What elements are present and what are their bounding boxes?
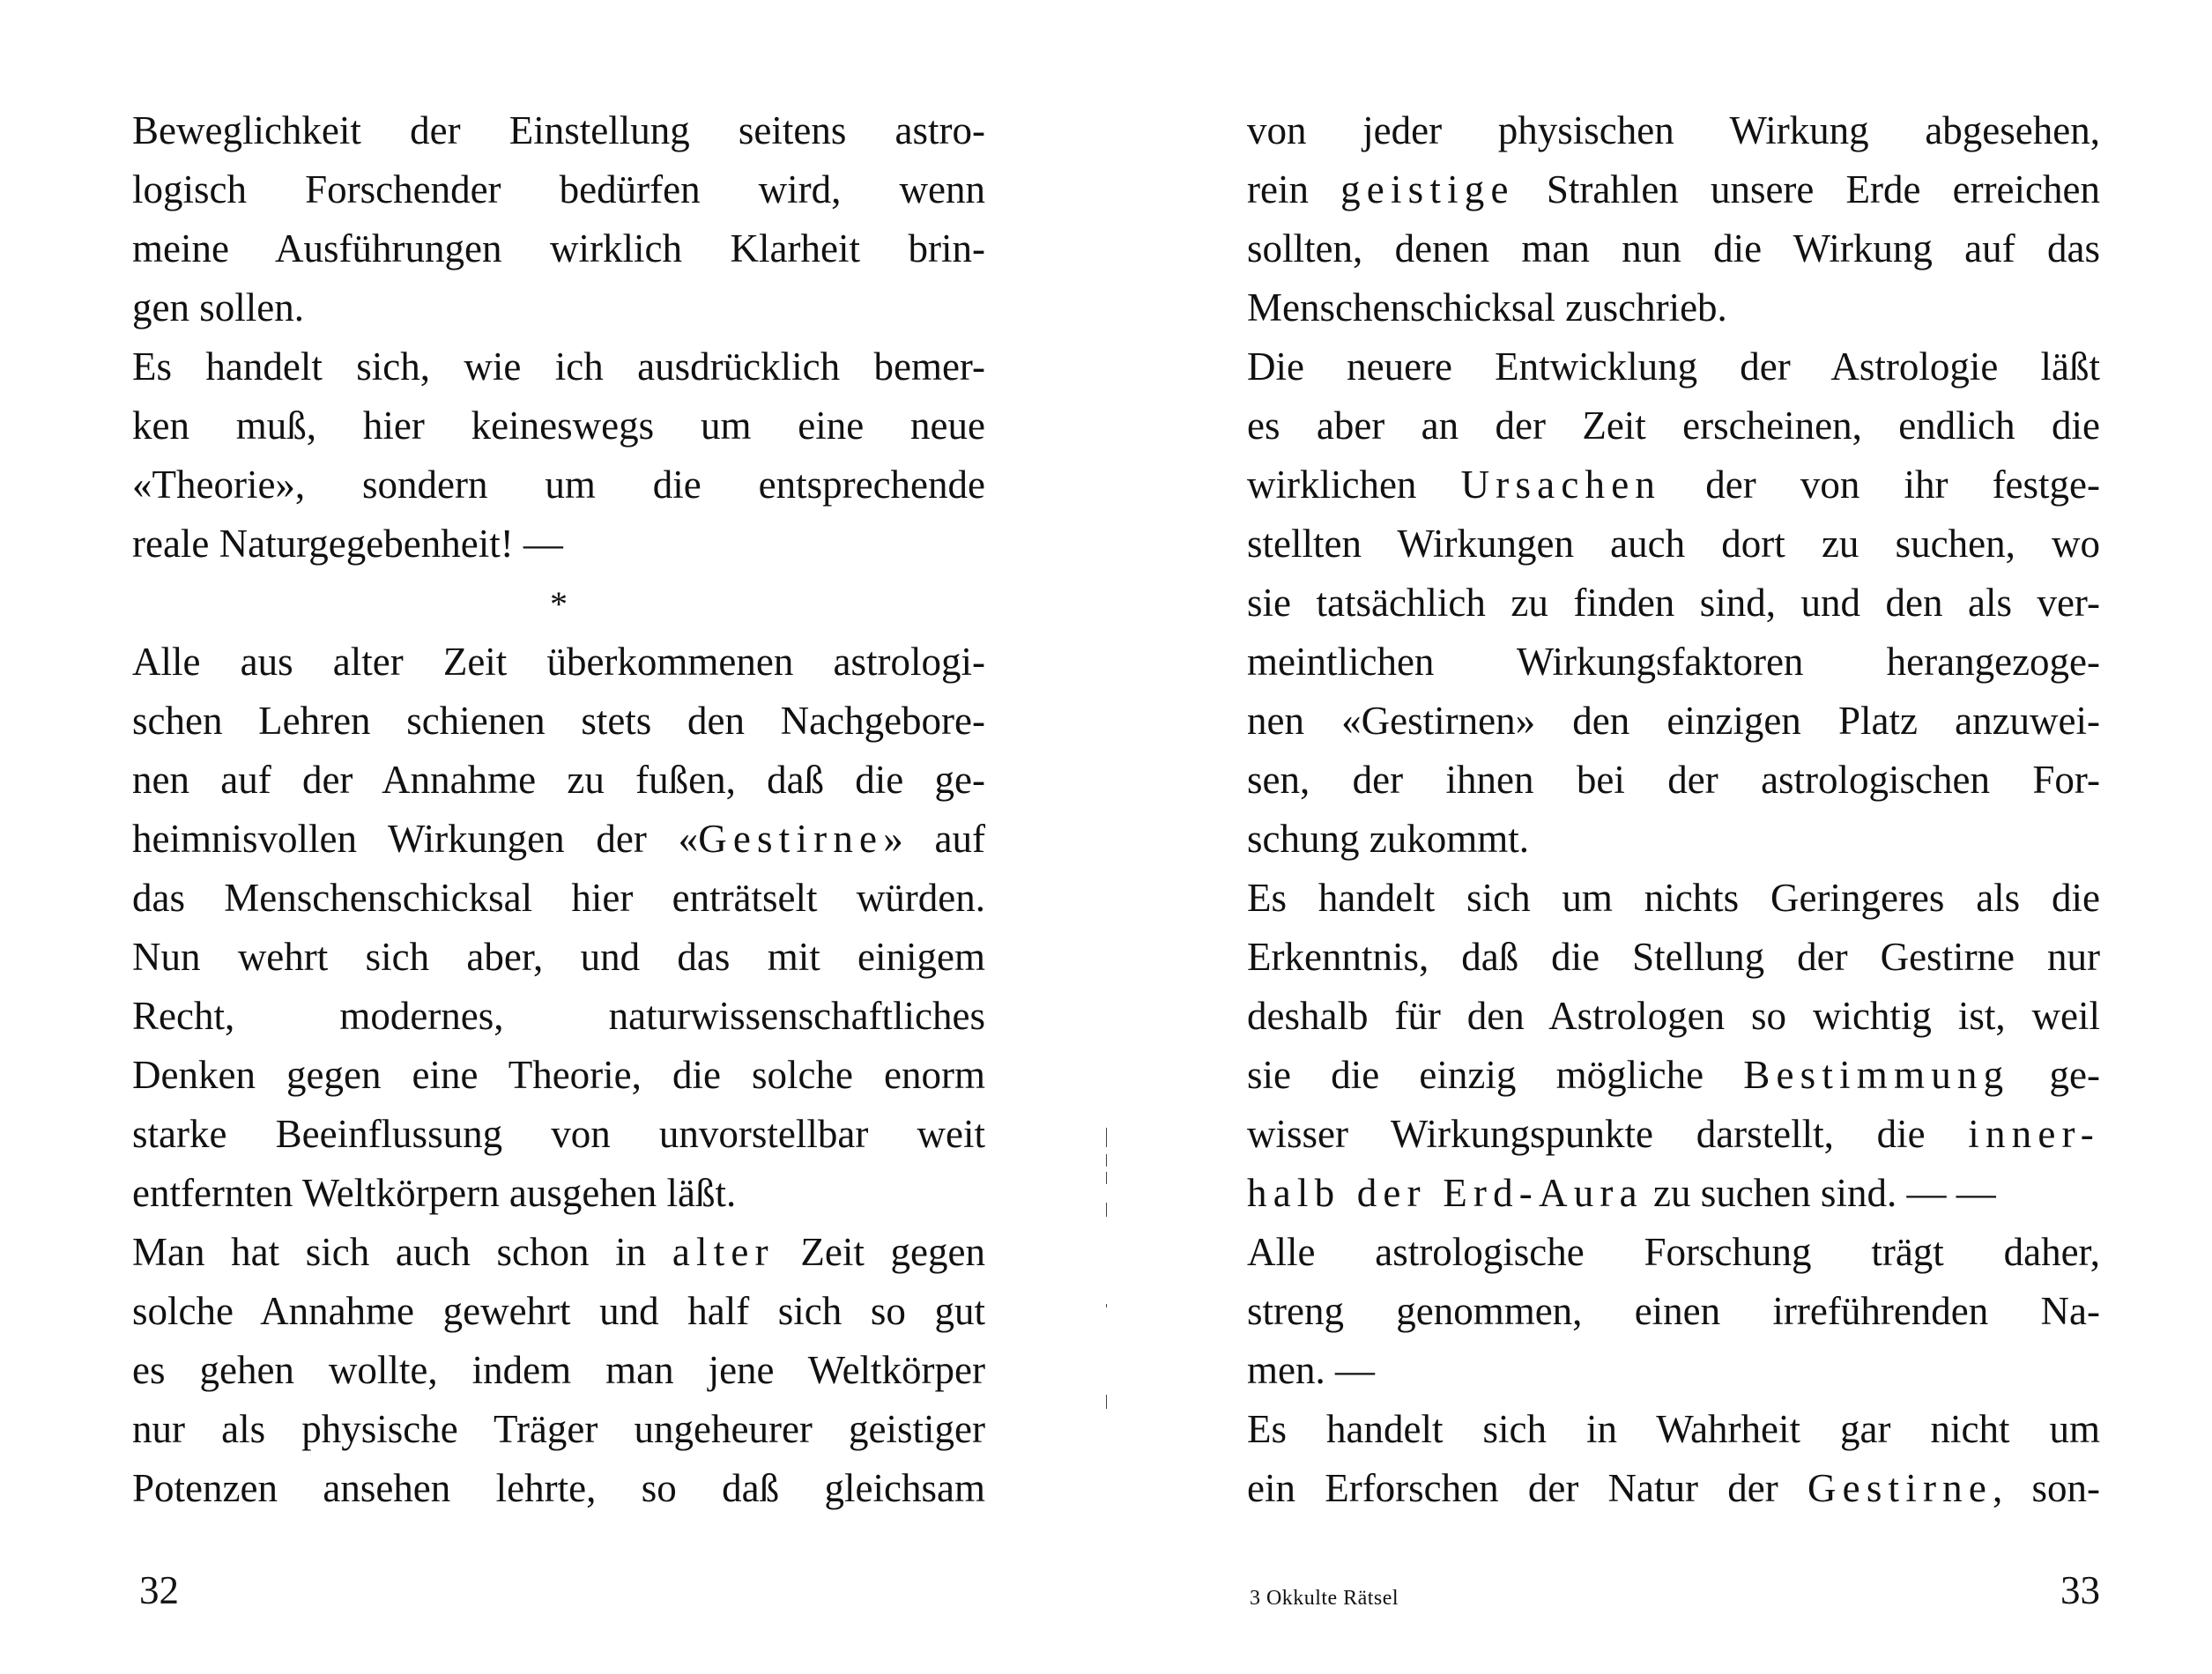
text-line — [1247, 692, 2100, 751]
text-run: Es handelt sich in Wahrheit gar nicht um — [1247, 1407, 2100, 1451]
text-line — [132, 987, 985, 1046]
text-run: das Menschenschicksal hier enträtselt würden. — [132, 876, 985, 920]
text-run: meintlichen Wirkungsfaktoren herangezoge- — [1247, 640, 2100, 684]
text-run: gen sollen. — [132, 285, 304, 330]
text-run: Recht, modernes, naturwissenschaftliches — [132, 994, 985, 1038]
text-run: , son- — [1993, 1466, 2100, 1510]
text-line — [132, 1105, 985, 1164]
signature-mark: 3 Okkulte Rätsel — [1250, 1587, 1399, 1610]
text-line — [1247, 987, 2100, 1046]
emphasized-spaced-text: Gestirne — [698, 817, 884, 861]
text-line — [1247, 219, 2100, 278]
text-run: Es handelt sich um nichts Geringeres als die — [1247, 876, 2100, 920]
text-run: men. — — [1247, 1348, 1375, 1392]
text-run: Erkenntnis, daß die Stellung der Gestirne nur — [1247, 935, 2100, 979]
text-run: * — [550, 584, 568, 624]
text-line — [132, 160, 985, 219]
text-run: Nun wehrt sich aber, und das mit einigem — [132, 935, 985, 979]
text-run: schung zukommt. — [1247, 817, 1529, 861]
text-line — [1247, 278, 2100, 337]
text-line — [132, 515, 985, 574]
text-line — [132, 1400, 985, 1459]
page-number-right: 33 — [2060, 1568, 2100, 1612]
text-line — [132, 633, 985, 692]
text-line — [1247, 633, 2100, 692]
text-line — [132, 928, 985, 987]
text-run: wirklichen — [1247, 463, 1461, 507]
text-line — [132, 751, 985, 810]
text-run: Es handelt sich, wie ich ausdrücklich bemer- — [132, 344, 985, 389]
text-line — [1247, 1459, 2100, 1518]
text-run: nen auf der Annahme zu fußen, daß die ge- — [132, 758, 985, 802]
text-line — [1247, 574, 2100, 633]
text-line — [1247, 1223, 2100, 1282]
text-run: Denken gegen eine Theorie, die solche enorm — [132, 1053, 985, 1097]
text-line — [1247, 810, 2100, 869]
text-run: von jeder physischen Wirkung abgesehen, — [1247, 108, 2100, 152]
text-run: «Theorie», sondern um die entsprechende — [132, 463, 985, 507]
text-line — [1247, 1105, 2100, 1164]
text-run: rein — [1247, 167, 1341, 211]
text-line — [1247, 1341, 2100, 1400]
text-run: » auf — [883, 817, 986, 861]
text-line — [1247, 1400, 2100, 1459]
text-run: Strahlen unsere Erde erreichen — [1514, 167, 2100, 211]
emphasized-spaced-text: geistige — [1340, 167, 1515, 211]
text-run: sen, der ihnen bei der astrologischen For- — [1247, 758, 2100, 802]
text-run: Man hat sich auch schon in — [132, 1230, 672, 1274]
text-line — [132, 1459, 985, 1518]
emphasized-spaced-text: halb der Erd-Aura — [1247, 1171, 1644, 1215]
text-line — [1247, 160, 2100, 219]
text-run: deshalb für den Astrologen so wichtig ist, weil — [1247, 994, 2100, 1038]
text-line — [1247, 1282, 2100, 1341]
text-run: es aber an der Zeit erscheinen, endlich die — [1247, 404, 2100, 448]
text-line — [132, 396, 985, 456]
text-run: wisser Wirkungspunkte darstellt, die — [1247, 1112, 1969, 1156]
text-run: meine Ausführungen wirklich Klarheit brin- — [132, 226, 985, 270]
text-run: stellten Wirkungen auch dort zu suchen, wo — [1247, 522, 2100, 566]
text-run: Zeit gegen — [774, 1230, 985, 1274]
text-run: reale Naturgegebenheit! — — [132, 522, 563, 566]
text-run: Menschenschicksal zuschrieb. — [1247, 285, 1727, 330]
text-line — [1247, 101, 2100, 160]
text-run: zu suchen sind. — — — [1643, 1171, 1996, 1215]
text-line — [1247, 1046, 2100, 1105]
text-line — [132, 1046, 985, 1105]
text-run: ge- — [2009, 1053, 2100, 1097]
text-run: Potenzen ansehen lehrte, so daß gleichsam — [132, 1466, 985, 1510]
text-run: nen «Gestirnen» den einzigen Platz anzuwei- — [1247, 699, 2100, 743]
text-run: heimnisvollen Wirkungen der « — [132, 817, 699, 861]
text-line — [132, 692, 985, 751]
text-run: streng genommen, einen irreführenden Na- — [1247, 1289, 2100, 1333]
text-line — [132, 456, 985, 515]
text-line — [132, 101, 985, 160]
text-line — [132, 219, 985, 278]
text-line — [132, 1341, 985, 1400]
emphasized-spaced-text: inner- — [1968, 1112, 2100, 1156]
text-line — [132, 869, 985, 928]
emphasized-spaced-text: Gestirne — [1807, 1466, 1993, 1510]
text-run: Beweglichkeit der Einstellung seitens astro- — [132, 108, 985, 152]
text-line — [1247, 928, 2100, 987]
left-page-body — [132, 101, 985, 1518]
text-run: schen Lehren schienen stets den Nachgebore- — [132, 699, 985, 743]
text-run: sie tatsächlich zu finden sind, und den als ver- — [1247, 581, 2100, 625]
text-line — [1247, 456, 2100, 515]
text-line — [132, 337, 985, 396]
text-run: der von ihr festge- — [1661, 463, 2100, 507]
page-number-left: 32 — [139, 1568, 179, 1612]
right-page — [1106, 0, 2212, 1674]
text-run: Alle astrologische Forschung trägt daher, — [1247, 1230, 2100, 1274]
text-line — [1247, 869, 2100, 928]
text-run: ken muß, hier keineswegs um eine neue — [132, 404, 985, 448]
text-line — [1247, 1164, 2100, 1223]
section-break-asterisk — [132, 574, 985, 633]
text-line — [1247, 751, 2100, 810]
text-line — [1247, 396, 2100, 456]
text-run: starke Beeinflussung von unvorstellbar weit — [132, 1112, 985, 1156]
right-page-body — [1247, 101, 2100, 1518]
text-line — [132, 1282, 985, 1341]
text-run: solche Annahme gewehrt und half sich so gut — [132, 1289, 985, 1333]
text-line — [132, 1223, 985, 1282]
text-line — [1247, 337, 2100, 396]
text-run: sie die einzig mögliche — [1247, 1053, 1744, 1097]
emphasized-spaced-text: alter — [672, 1230, 775, 1274]
text-run: logisch Forschender bedürfen wird, wenn — [132, 167, 985, 211]
text-run: sollten, denen man nun die Wirkung auf das — [1247, 226, 2100, 270]
text-run: Die neuere Entwicklung der Astrologie läßt — [1247, 344, 2100, 389]
emphasized-spaced-text: Ursachen — [1460, 463, 1662, 507]
text-line — [132, 1164, 985, 1223]
text-run: es gehen wollte, indem man jene Weltkörper — [132, 1348, 985, 1392]
text-run: ein Erforschen der Natur der — [1247, 1466, 1807, 1510]
text-run: Alle aus alter Zeit überkommenen astrologi- — [132, 640, 985, 684]
emphasized-spaced-text: Bestimmung — [1743, 1053, 2010, 1097]
text-line — [1247, 515, 2100, 574]
text-run: nur als physische Träger ungeheurer geistiger — [132, 1407, 985, 1451]
text-run: entfernten Weltkörpern ausgehen läßt. — [132, 1171, 737, 1215]
text-line — [132, 278, 985, 337]
text-line — [132, 810, 985, 869]
